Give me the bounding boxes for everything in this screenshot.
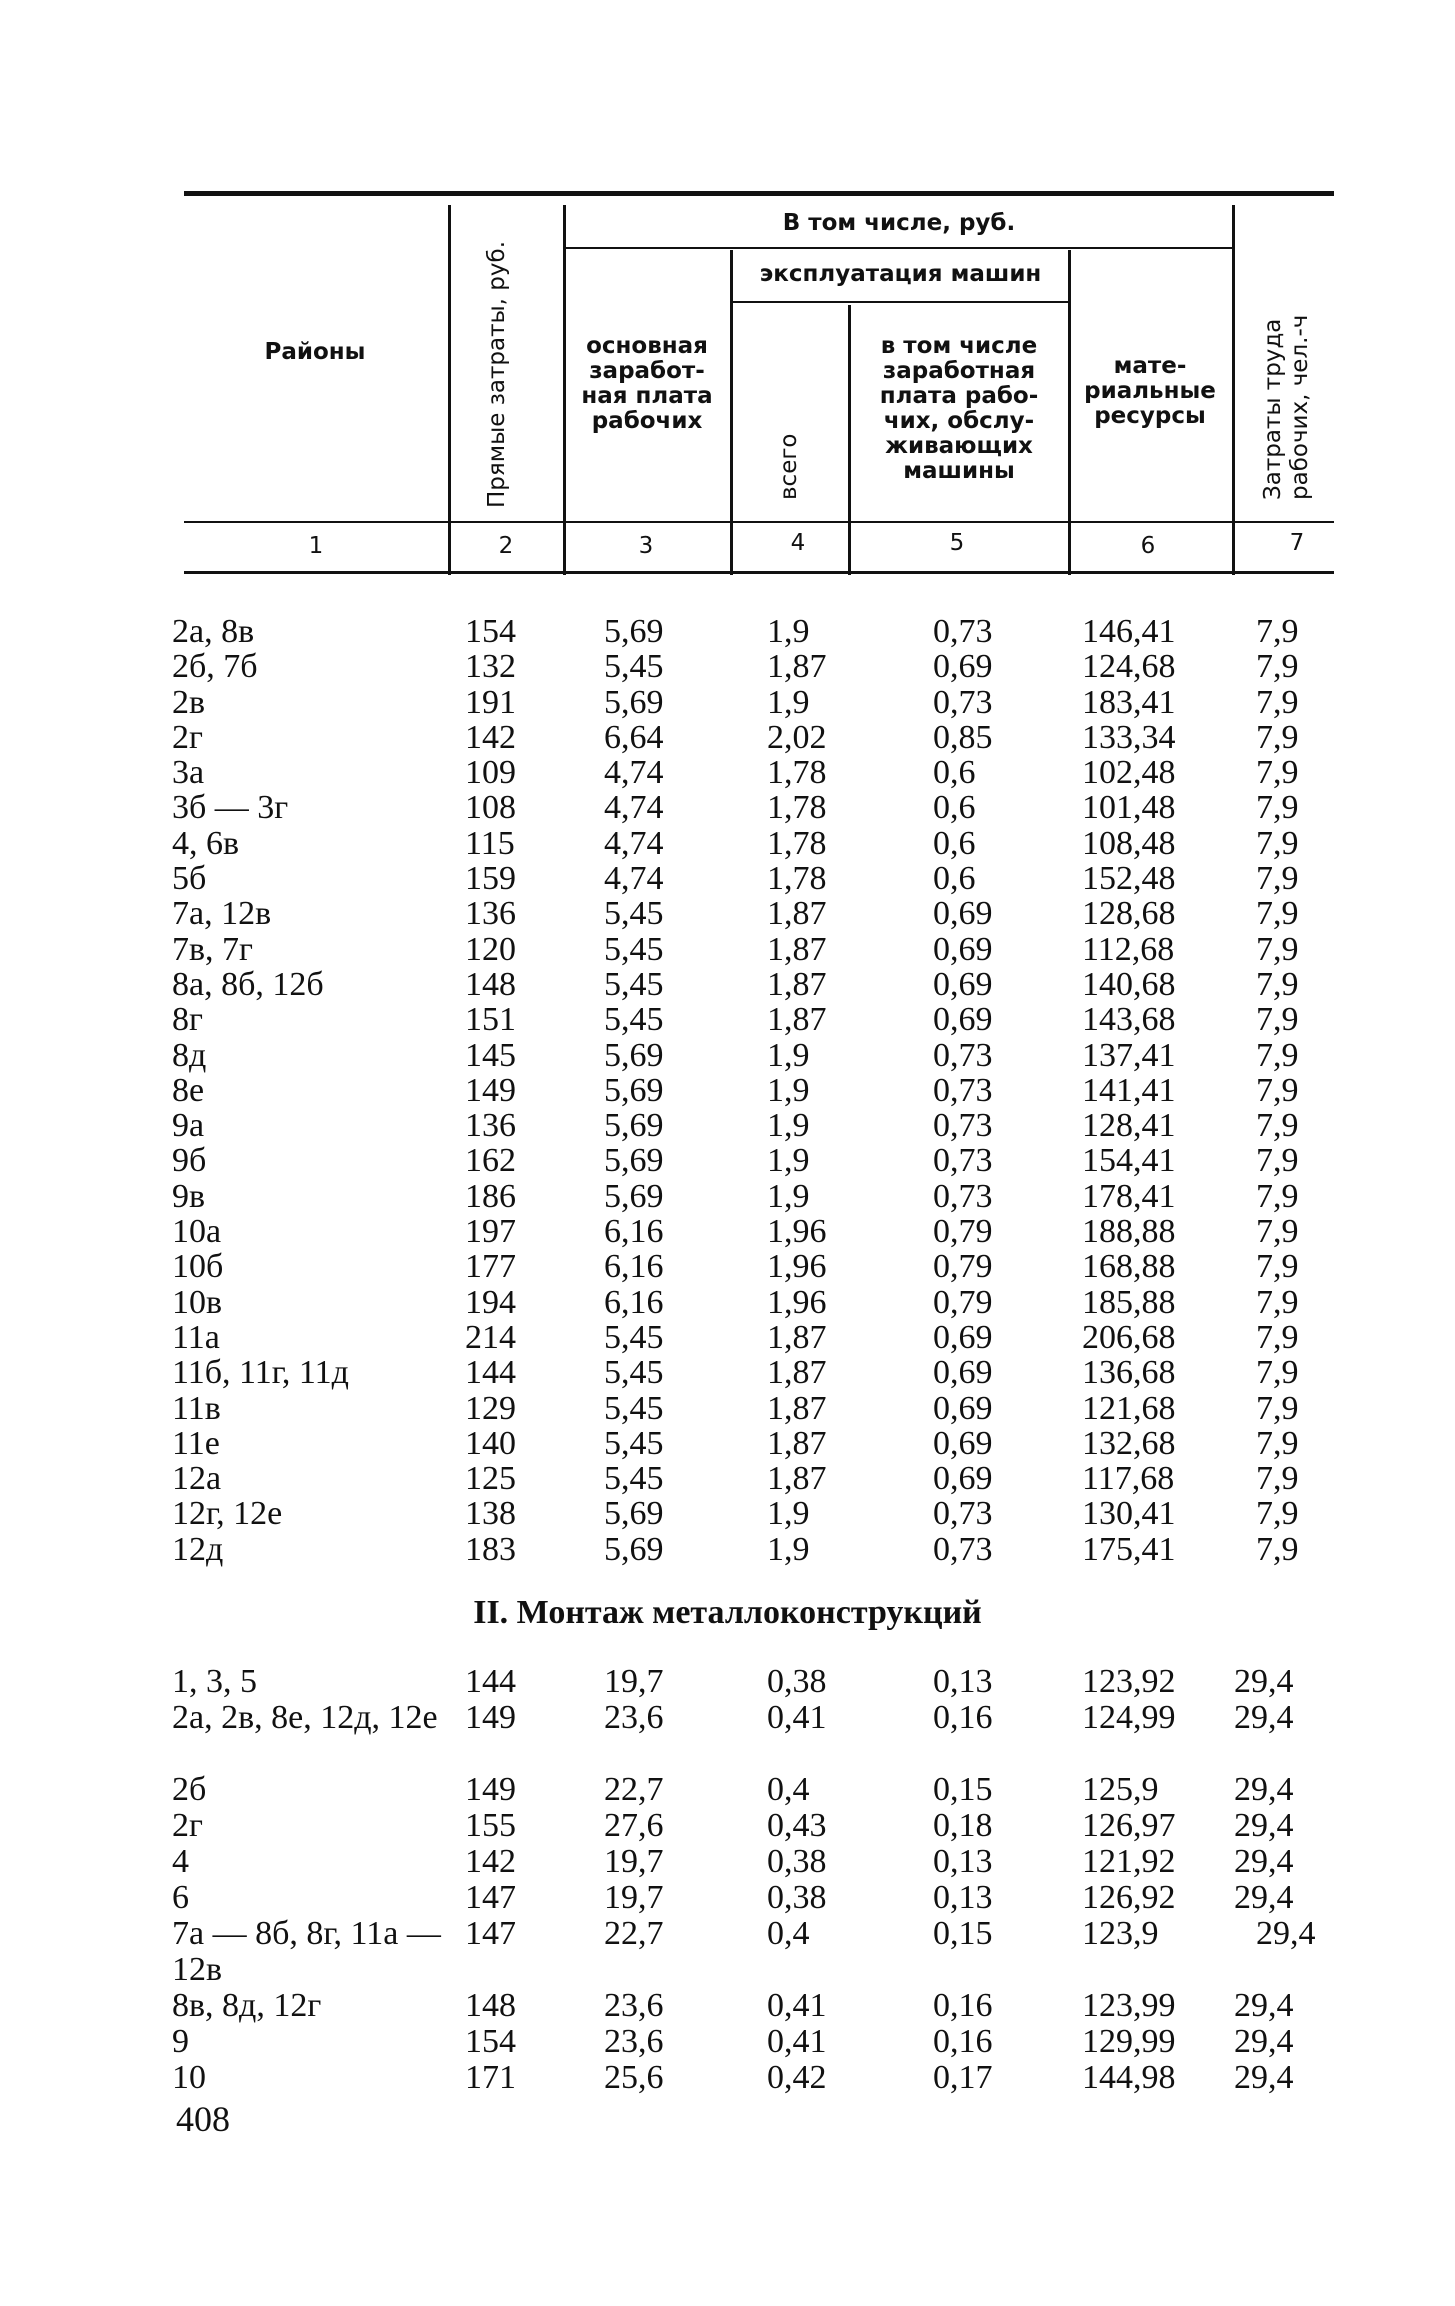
table-row: 1, 3, 5 144 19,7 0,38 0,13 123,92 29,4 [172,1663,1294,1700]
header-machines-operation: эксплуатация машин [759,261,1042,287]
table-row: 7а — 8б, 8г, 11а — 12в 147 22,7 0,4 0,15 123,9 29,4 [172,1915,1316,1988]
header-group-including: В том числе, руб. [782,210,1016,236]
table-row: 9б 162 5,69 1,9 0,73 154,41 7,9 [172,1142,1299,1180]
table-row: 8в, 8д, 12г 148 23,6 0,41 0,16 123,99 29,4 [172,1987,1294,2024]
table-row: 8е 149 5,69 1,9 0,73 141,41 7,9 [172,1071,1299,1109]
table-row: 6 147 19,7 0,38 0,13 126,92 29,4 [172,1879,1294,1916]
header-col-materials: мате- риальные ресурсы [1084,353,1216,429]
col-number-6: 6 [1140,533,1156,559]
table-row: 11а 214 5,45 1,87 0,69 206,68 7,9 [172,1318,1299,1356]
group-underline [566,247,1232,249]
table-row: 8а, 8б, 12б 148 5,45 1,87 0,69 140,68 7,9 [172,965,1299,1003]
table-row: 2б 149 22,7 0,4 0,15 125,9 29,4 [172,1771,1294,1808]
table-row: 4 142 19,7 0,38 0,13 121,92 29,4 [172,1843,1294,1880]
header-col-direct-costs: Прямые затраты, руб. [484,240,510,508]
page-number: 408 [176,2099,230,2139]
table-row: 2г 155 27,6 0,43 0,18 126,97 29,4 [172,1807,1294,1844]
header-col-total: всего [776,433,802,500]
table-row: 10 171 25,6 0,42 0,17 144,98 29,4 [172,2059,1294,2096]
header-col-operator-wages: в том числе заработная плата рабо- чих, обслу- живающих машины [879,333,1039,484]
col-number-5: 5 [949,530,965,556]
table-row: 2а, 8в 154 5,69 1,9 0,73 146,41 7,9 [172,613,1299,650]
machines-underline [733,301,1068,303]
header-col-labor: Затраты труда рабочих, чел.-ч [1260,314,1313,500]
header-divider-1 [448,205,451,575]
col-number-3: 3 [638,533,654,559]
table-row: 3б — 3г 108 4,74 1,78 0,6 101,48 7,9 [172,789,1299,827]
header-divider-6 [1232,205,1235,575]
col-number-4: 4 [790,530,806,556]
header-col-regions: Районы [264,339,366,365]
table-row: 12г, 12е 138 5,69 1,9 0,73 130,41 7,9 [172,1495,1299,1533]
table-row: 10б 177 6,16 1,96 0,79 168,88 7,9 [172,1248,1299,1286]
header-divider-5 [1068,250,1071,575]
header-divider-3 [730,250,733,575]
table-row: 10а 197 6,16 1,96 0,79 188,88 7,9 [172,1213,1299,1251]
table-row: 2г 142 6,64 2,02 0,85 133,34 7,9 [172,718,1299,756]
section-title: II. Монтаж металлоконструкций [473,1594,982,1631]
table-row: 12а 125 5,45 1,87 0,69 117,68 7,9 [172,1460,1299,1498]
table-row: 9в 186 5,69 1,9 0,73 178,41 7,9 [172,1177,1299,1215]
table-row: 10в 194 6,16 1,96 0,79 185,88 7,9 [172,1283,1299,1321]
table-row: 9 154 23,6 0,41 0,16 129,99 29,4 [172,2023,1294,2060]
table-body-1 [172,614,1322,1567]
table-body-2 [172,1664,1322,2096]
header-divider-4 [848,305,851,575]
table-top-rule [184,191,1334,196]
table-row: 11б, 11г, 11д 144 5,45 1,87 0,69 136,68 7,9 [172,1354,1299,1392]
table-row: 12д 183 5,69 1,9 0,73 175,41 7,9 [172,1530,1299,1568]
table-row: 7а, 12в 136 5,45 1,87 0,69 128,68 7,9 [172,895,1299,933]
table-row: 7в, 7г 120 5,45 1,87 0,69 112,68 7,9 [172,930,1299,968]
header-divider-2 [563,205,566,575]
header-bottom-rule [184,521,1334,523]
table-row: 4, 6в 115 4,74 1,78 0,6 108,48 7,9 [172,824,1299,862]
table-row: 5б 159 4,74 1,78 0,6 152,48 7,9 [172,860,1299,898]
col-number-1: 1 [308,533,324,559]
table-row: 3а 109 4,74 1,78 0,6 102,48 7,9 [172,754,1299,792]
table-row: 9а 136 5,69 1,9 0,73 128,41 7,9 [172,1107,1299,1145]
table-row: 11е 140 5,45 1,87 0,69 132,68 7,9 [172,1424,1299,1462]
col-number-7: 7 [1289,530,1305,556]
table-row: 8г 151 5,45 1,87 0,69 143,68 7,9 [172,1001,1299,1039]
table-row: 2в 191 5,69 1,9 0,73 183,41 7,9 [172,683,1299,721]
numbers-bottom-rule [184,571,1334,574]
table-row: 8д 145 5,69 1,9 0,73 137,41 7,9 [172,1036,1299,1074]
table-row: 11в 129 5,45 1,87 0,69 121,68 7,9 [172,1389,1299,1427]
header-col-wages: основная заработ- ная плата рабочих [581,333,713,434]
table-row: 2б, 7б 132 5,45 1,87 0,69 124,68 7,9 [172,648,1299,686]
table-row: 2а, 2в, 8е, 12д, 12е 149 23,6 0,41 0,16 124,99 29,4 [172,1699,1294,1736]
col-number-2: 2 [498,533,514,559]
